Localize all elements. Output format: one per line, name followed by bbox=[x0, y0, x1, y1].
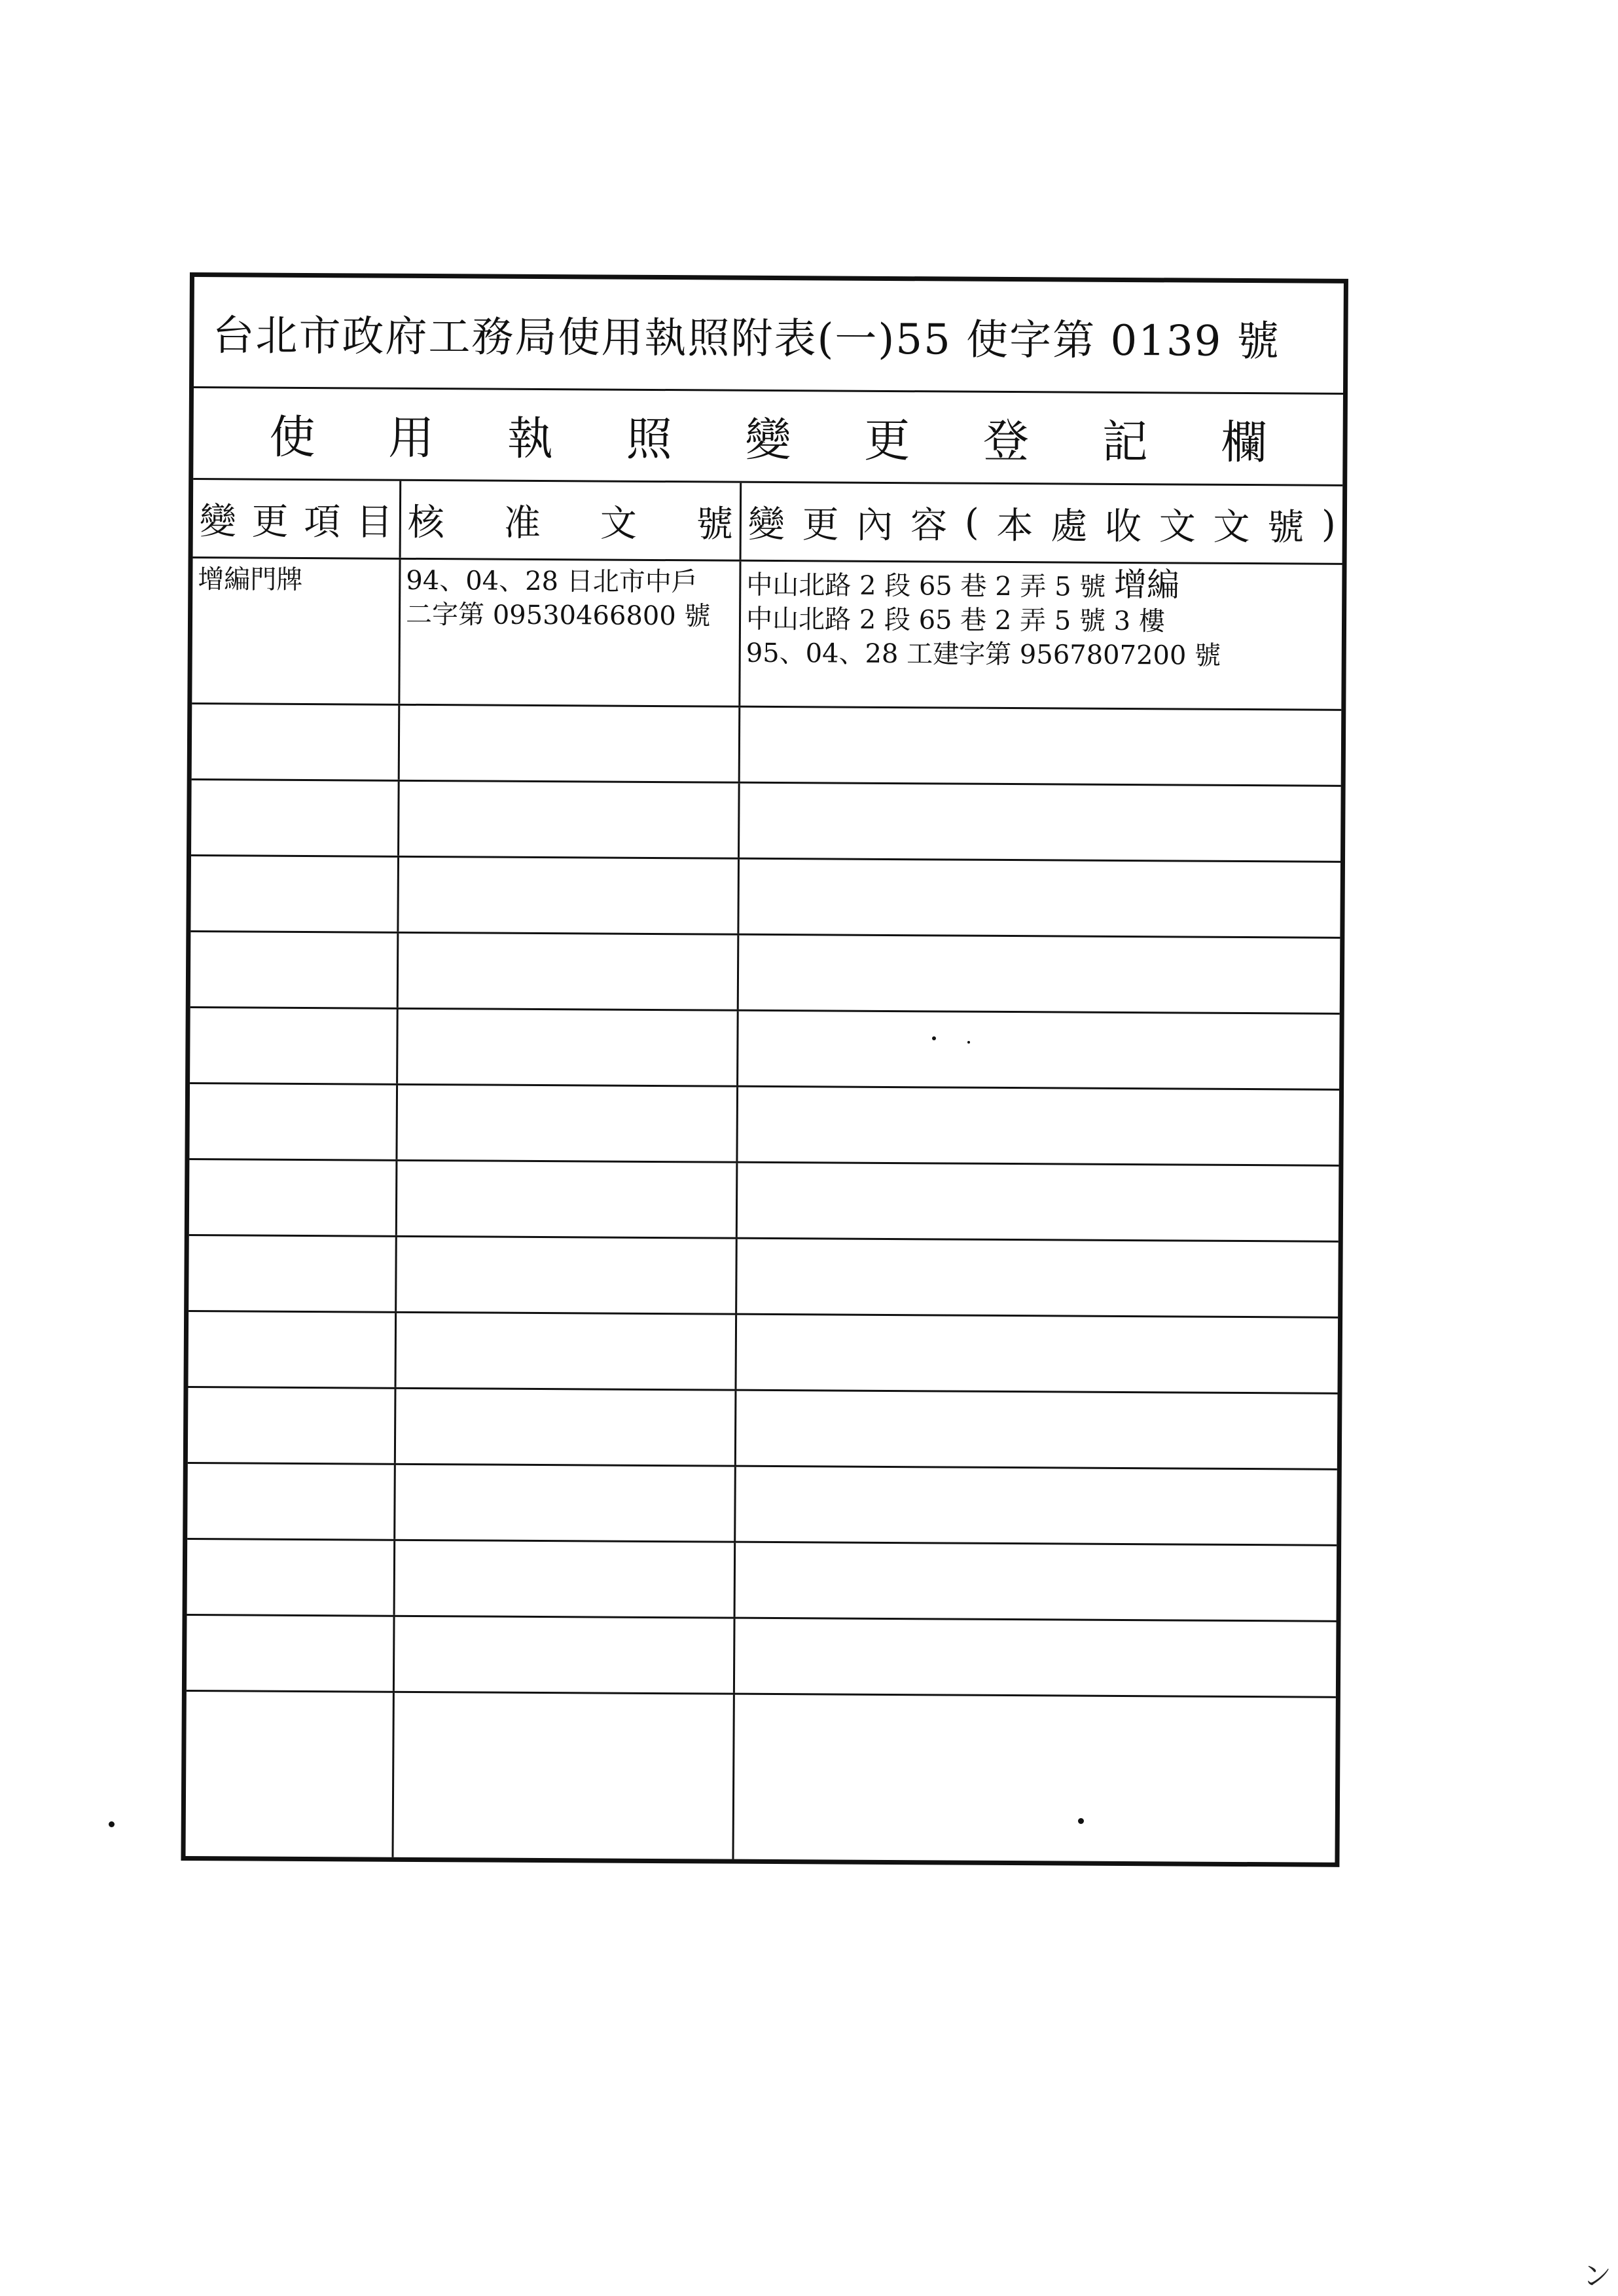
section-heading-char: 欄 bbox=[1221, 415, 1267, 470]
table-row bbox=[188, 1388, 1338, 1470]
header-char: 內 bbox=[856, 503, 893, 547]
cell-empty bbox=[187, 1540, 396, 1615]
table-row bbox=[189, 1160, 1339, 1243]
header-char: 項 bbox=[304, 500, 341, 543]
cell-empty bbox=[736, 1391, 1338, 1468]
content-line-3: 95、04、28 工建字第 9567807200 號 bbox=[746, 638, 1221, 671]
header-char: 目 bbox=[355, 500, 393, 544]
header-char: 更 bbox=[802, 503, 839, 547]
cell-empty bbox=[738, 1087, 1339, 1165]
cell-empty bbox=[399, 782, 740, 858]
scan-speck bbox=[932, 1036, 936, 1040]
cell-empty bbox=[395, 1617, 736, 1693]
cell-empty bbox=[738, 1163, 1339, 1241]
content-text bbox=[741, 562, 1342, 678]
cell-empty bbox=[740, 708, 1342, 785]
section-heading-char: 更 bbox=[864, 413, 910, 468]
header-change-content bbox=[742, 483, 1343, 563]
header-char: 號 bbox=[1267, 505, 1304, 549]
form-title: 台北市政府工務局使用執照附表(一)55 使字第 0139 號 bbox=[212, 311, 1280, 366]
table-row bbox=[187, 1616, 1337, 1698]
section-heading-char: 記 bbox=[1102, 414, 1149, 469]
cell-empty bbox=[398, 1010, 739, 1085]
cell-empty bbox=[738, 1011, 1340, 1089]
cell-empty bbox=[736, 1467, 1337, 1544]
cell-empty bbox=[190, 1008, 399, 1084]
header-char: 本 bbox=[996, 504, 1034, 547]
content-line-1-tail: 增編 bbox=[1113, 565, 1180, 604]
scan-speck bbox=[109, 1821, 115, 1827]
table-row bbox=[189, 1236, 1339, 1319]
cell-empty bbox=[735, 1619, 1337, 1696]
header-char: 號 bbox=[696, 502, 734, 546]
approval-line: 二字第 09530466800 號 bbox=[405, 599, 711, 632]
title-row bbox=[194, 277, 1344, 395]
header-change-item bbox=[193, 480, 402, 558]
section-heading-char: 登 bbox=[982, 414, 1030, 469]
header-char: 核 bbox=[407, 501, 445, 544]
header-char: 文 bbox=[1159, 505, 1196, 549]
header-char: 文 bbox=[1213, 505, 1250, 549]
cell-empty bbox=[734, 1695, 1335, 1863]
table-row bbox=[192, 704, 1342, 787]
content-line-2: 中山北路 2 段 65 巷 2 弄 5 號 3 樓 bbox=[746, 604, 1166, 637]
header-char: 收 bbox=[1104, 505, 1142, 548]
cell-empty bbox=[739, 860, 1340, 937]
header-char: 容 bbox=[910, 503, 948, 547]
header-char: 變 bbox=[747, 503, 785, 546]
cell-empty bbox=[739, 936, 1340, 1013]
section-heading bbox=[193, 388, 1343, 486]
cell-empty bbox=[740, 784, 1341, 861]
table-row bbox=[190, 1008, 1340, 1091]
header-char: 變 bbox=[199, 500, 237, 543]
cell-empty bbox=[399, 858, 740, 934]
header-char: 更 bbox=[251, 500, 289, 543]
header-char: ) bbox=[1321, 503, 1337, 546]
cell-empty bbox=[395, 1465, 736, 1541]
cell-empty bbox=[395, 1541, 736, 1617]
cell-approval-number bbox=[400, 560, 741, 706]
column-header-row bbox=[193, 480, 1343, 565]
table-row bbox=[192, 558, 1342, 711]
cell-empty bbox=[400, 706, 741, 782]
cell-empty bbox=[187, 1464, 396, 1539]
registration-form bbox=[181, 272, 1348, 1867]
section-heading-char: 照 bbox=[626, 412, 672, 467]
table-row bbox=[187, 1464, 1337, 1546]
cell-empty bbox=[736, 1315, 1338, 1393]
cell-change-content bbox=[740, 562, 1342, 709]
cell-empty bbox=[736, 1543, 1337, 1620]
change-item-text: 增編門牌 bbox=[198, 564, 303, 595]
section-heading-char: 變 bbox=[745, 412, 791, 467]
cell-empty bbox=[190, 932, 399, 1008]
table-body bbox=[185, 558, 1342, 1863]
table-row bbox=[188, 1312, 1338, 1394]
header-char: ( bbox=[964, 501, 979, 544]
header-char: 准 bbox=[503, 501, 541, 545]
cell-change-item bbox=[192, 558, 401, 704]
scan-speck bbox=[967, 1041, 970, 1044]
cell-empty bbox=[397, 1237, 738, 1313]
cell-empty bbox=[191, 780, 400, 856]
table-row bbox=[190, 932, 1340, 1015]
table-row bbox=[185, 1692, 1335, 1863]
cell-empty bbox=[396, 1313, 737, 1389]
header-approval-number bbox=[401, 481, 742, 560]
cell-empty bbox=[397, 1085, 738, 1161]
page-mark: ン bbox=[1583, 2259, 1611, 2293]
scan-speck bbox=[1078, 1818, 1084, 1824]
content-line bbox=[746, 566, 1337, 606]
cell-empty bbox=[189, 1236, 397, 1311]
cell-empty bbox=[188, 1388, 397, 1463]
cell-empty bbox=[185, 1692, 394, 1857]
table-row bbox=[187, 1540, 1337, 1622]
cell-empty bbox=[396, 1389, 737, 1465]
cell-empty bbox=[737, 1239, 1339, 1317]
approval-text bbox=[401, 560, 740, 638]
table-row bbox=[189, 1084, 1339, 1167]
cell-empty bbox=[399, 934, 740, 1010]
approval-line: 94、04、28 日北市中戶 bbox=[406, 565, 698, 598]
cell-empty bbox=[187, 1616, 395, 1691]
section-heading-char: 用 bbox=[388, 410, 435, 465]
table-row bbox=[191, 780, 1341, 863]
cell-empty bbox=[190, 856, 399, 932]
section-heading-char: 使 bbox=[269, 410, 315, 465]
cell-empty bbox=[189, 1084, 398, 1159]
cell-empty bbox=[188, 1312, 397, 1387]
content-line-1: 中山北路 2 段 65 巷 2 弄 5 號 bbox=[746, 570, 1106, 602]
table-row bbox=[190, 856, 1340, 939]
cell-empty bbox=[393, 1693, 734, 1859]
header-char: 文 bbox=[600, 502, 638, 545]
cell-empty bbox=[192, 704, 401, 780]
header-char: 處 bbox=[1051, 504, 1088, 548]
section-heading-char: 執 bbox=[507, 411, 554, 466]
cell-empty bbox=[397, 1161, 738, 1237]
cell-empty bbox=[189, 1160, 398, 1235]
